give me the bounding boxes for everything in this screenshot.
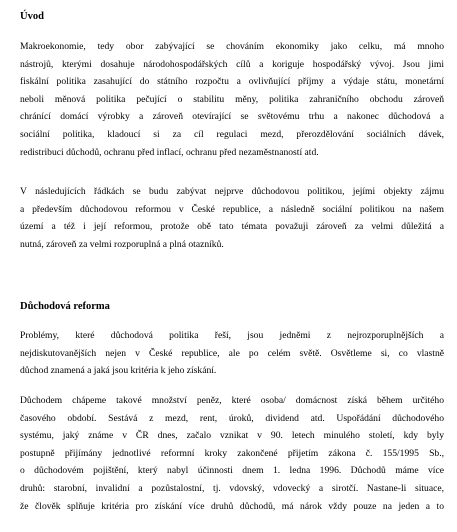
text-line: nástrojů, kterými dosahuje národohospodářských cílů a koriguje hospodářský vývoj. Jsou jimi <box>20 58 444 70</box>
text-line: že člověk splňuje kritéria pro získání více druhů důchodů, má nárok vždy pouze na jeden a to <box>20 500 444 512</box>
text-line: důchod znamená a jaká jsou kritéria k jeho získání. <box>20 365 217 377</box>
text-line: V následujících řádkách se budu zabývat nejprve důchodovou politikou, jejími objekty zájmu <box>20 186 444 197</box>
text-line: nutná, zároveň za velmi rozporuplná a plná otazníků. <box>20 238 224 250</box>
text-line: Makroekonomie, tedy obor zabývající se chováním ekonomiky jako celku, má mnoho <box>20 41 444 52</box>
paragraph-makroekonomie <box>20 38 444 161</box>
text-line: Důchodem chápeme takové množství peněz, které osoba/ domácnost získá během určitého <box>20 395 444 406</box>
text-line: a především důchodovou reformou v České republice, a následně sociální politikou na našem <box>20 203 444 215</box>
paragraph-problemy <box>20 327 444 380</box>
text-line: druhů: starobní, invalidní a pozůstalostní, tj. vdovský, vdovecký a sirotčí. Nastane-li situace, <box>20 482 444 494</box>
text-line: redistribuci důchodů, ochranu před inflací, ochranu před nezaměstnaností atd. <box>20 146 319 158</box>
paragraph-nasledujici <box>20 183 444 253</box>
text-line: fiskální politika zasahující do státního rozpočtu a ovlivňující příjmy a výdaje státu, monetární <box>20 76 444 88</box>
section-heading-uvod: Úvod <box>20 11 44 22</box>
text-line: chránící domácí výrobky a zároveň otevírající se světovému trhu a nakonec důchodová a <box>20 111 444 123</box>
text-line: Problémy, které důchodová politika řeší, jsou jedněmi z nejrozporuplnějších a <box>20 330 444 341</box>
text-line: území a též i její reformou, protože obě tato témata považuji zároveň za velmi důležitá a <box>20 221 444 233</box>
text-line: neboli měnová politika pečující o stabilitu měny, politika zahraničního obchodu zároveň <box>20 93 444 105</box>
section-heading-duchodova-reforma: Důchodová reforma <box>20 301 110 312</box>
text-line: o důchodovém pojištění, který nabyl účinnosti dnem 1. ledna 1996. Důchodů máme více <box>20 465 444 477</box>
text-line: postupně přijímány jednotlivé reformní kroky zakončené přijetím zákona č. 155/1995 Sb., <box>20 447 444 459</box>
text-line: časového období. Sestává z mezd, rent, úroků, dividend atd. Uspořádání důchodového <box>20 412 444 424</box>
text-line: sociální politika, kladoucí si za cíl regulaci mezd, přerozdělování sociálních dávek, <box>20 128 444 140</box>
paragraph-duchodem <box>20 392 444 515</box>
text-line: systému, jaký známe v ČR dnes, začalo vznikat v 90. letech minulého století, kdy byly <box>20 430 444 442</box>
text-line: nejdiskutovanějších nejen v České republice, ale po celém světě. Osvětleme si, co vlastně <box>20 347 444 359</box>
